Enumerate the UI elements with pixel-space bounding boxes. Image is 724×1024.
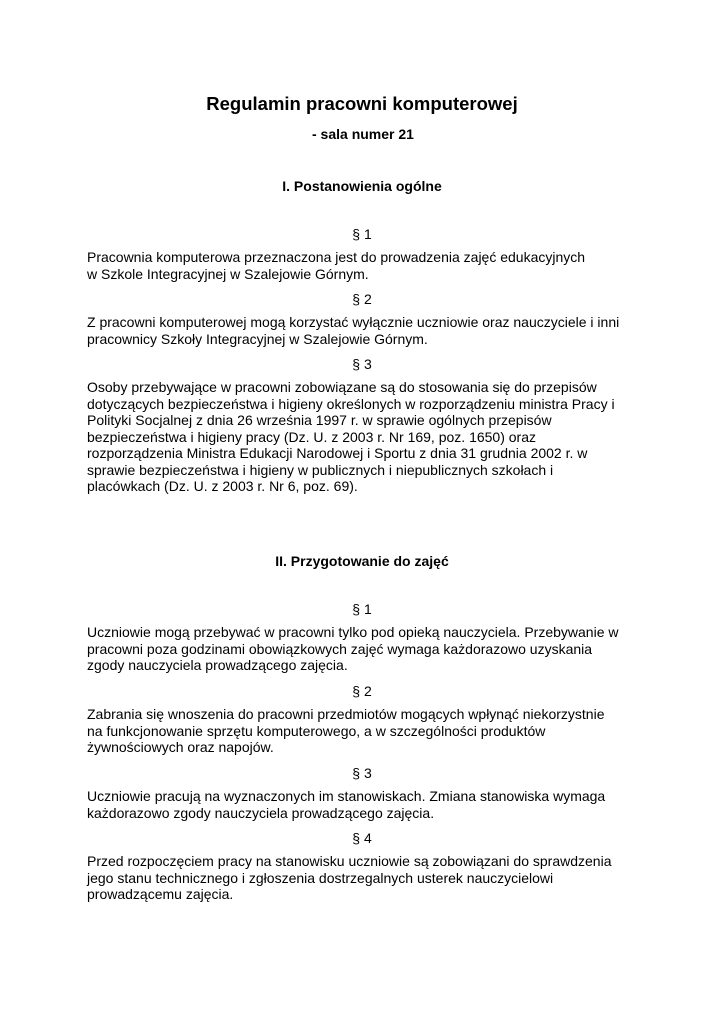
text-line: prowadzącemu zajęcia.: [87, 886, 234, 902]
text-line: pracowni poza godzinami obowiązkowych zajęć wymaga każdorazowo uzyskania: [87, 640, 593, 657]
paragraph-sign: § 1: [352, 601, 372, 617]
paragraph-text: [87, 788, 647, 821]
text-line: żywnościowych oraz napojów.: [87, 739, 274, 755]
text-line: Uczniowie pracują na wyznaczonych im stanowiskach. Zmiana stanowiska wymaga: [87, 788, 606, 804]
section-heading: I. Postanowienia ogólne: [282, 178, 442, 194]
text-line: dotyczących bezpieczeństwa i higieny określonych w rozporządzeniu ministra Pracy i: [87, 395, 615, 412]
paragraph-text: [87, 706, 647, 756]
text-line: pracownicy Szkoły Integracyjnej w Szalejowie Górnym.: [87, 330, 428, 347]
text-line: bezpieczeństwa i higieny pracy (Dz. U. z 2003 r. Nr 169, poz. 1650) oraz: [87, 428, 536, 445]
text-line: na funkcjonowanie sprzętu komputerowego, a w szczególności produktów: [87, 722, 546, 739]
document-subtitle: - sala numer 21: [312, 126, 414, 142]
text-line: Przed rozpoczęciem pracy na stanowisku uczniowie są zobowiązani do sprawdzenia: [87, 853, 612, 869]
text-line: Uczniowie mogą przebywać w pracowni tylko pod opieką nauczyciela. Przebywanie w: [87, 624, 619, 640]
text-line: Polityki Socjalnej z dnia 26 września 1997 r. w sprawie ogólnych przepisów: [87, 412, 552, 428]
text-line: każdorazowo zgody nauczyciela prowadzącego zajęcia.: [87, 804, 435, 821]
text-line: w Szkole Integracyjnej w Szalejowie Górnym.: [87, 265, 369, 282]
paragraph-text: [87, 624, 647, 674]
paragraph-sign: § 1: [352, 226, 372, 242]
text-line: Pracownia komputerowa przeznaczona jest do prowadzenia zajęć edukacyjnych: [87, 249, 586, 265]
paragraph-text: [87, 314, 647, 347]
paragraph-sign: § 4: [352, 830, 372, 846]
paragraph-sign: § 2: [352, 683, 372, 699]
text-line: sprawie bezpieczeństwa i higieny w publicznych i niepublicznych szkołach i: [87, 461, 554, 478]
section-heading: II. Przygotowanie do zajęć: [275, 553, 449, 569]
paragraph-text: [87, 379, 647, 495]
text-line: Zabrania się wnoszenia do pracowni przedmiotów mogących wpłynąć niekorzystnie: [87, 706, 605, 722]
text-line: placówkach (Dz. U. z 2003 r. Nr 6, poz. 69).: [87, 478, 358, 494]
text-line: Osoby przebywające w pracowni zobowiązane są do stosowania się do przepisów: [87, 379, 597, 395]
paragraph-sign: § 3: [352, 765, 372, 781]
paragraph-text: [87, 853, 647, 903]
paragraph-sign: § 2: [352, 291, 372, 307]
text-line: Z pracowni komputerowej mogą korzystać wyłącznie uczniowie oraz nauczyciele i inni: [87, 314, 620, 330]
text-line: zgody nauczyciela prowadzącego zajęcia.: [87, 657, 348, 673]
paragraph-text: [87, 249, 647, 282]
paragraph-sign: § 3: [352, 356, 372, 372]
text-line: jego stanu technicznego i zgłoszenia dostrzegalnych usterek nauczycielowi: [87, 869, 554, 886]
document-title: Regulamin pracowni komputerowej: [206, 93, 518, 114]
text-line: rozporządzenia Ministra Edukacji Narodowej i Sportu z dnia 31 grudnia 2002 r. w: [87, 445, 588, 461]
